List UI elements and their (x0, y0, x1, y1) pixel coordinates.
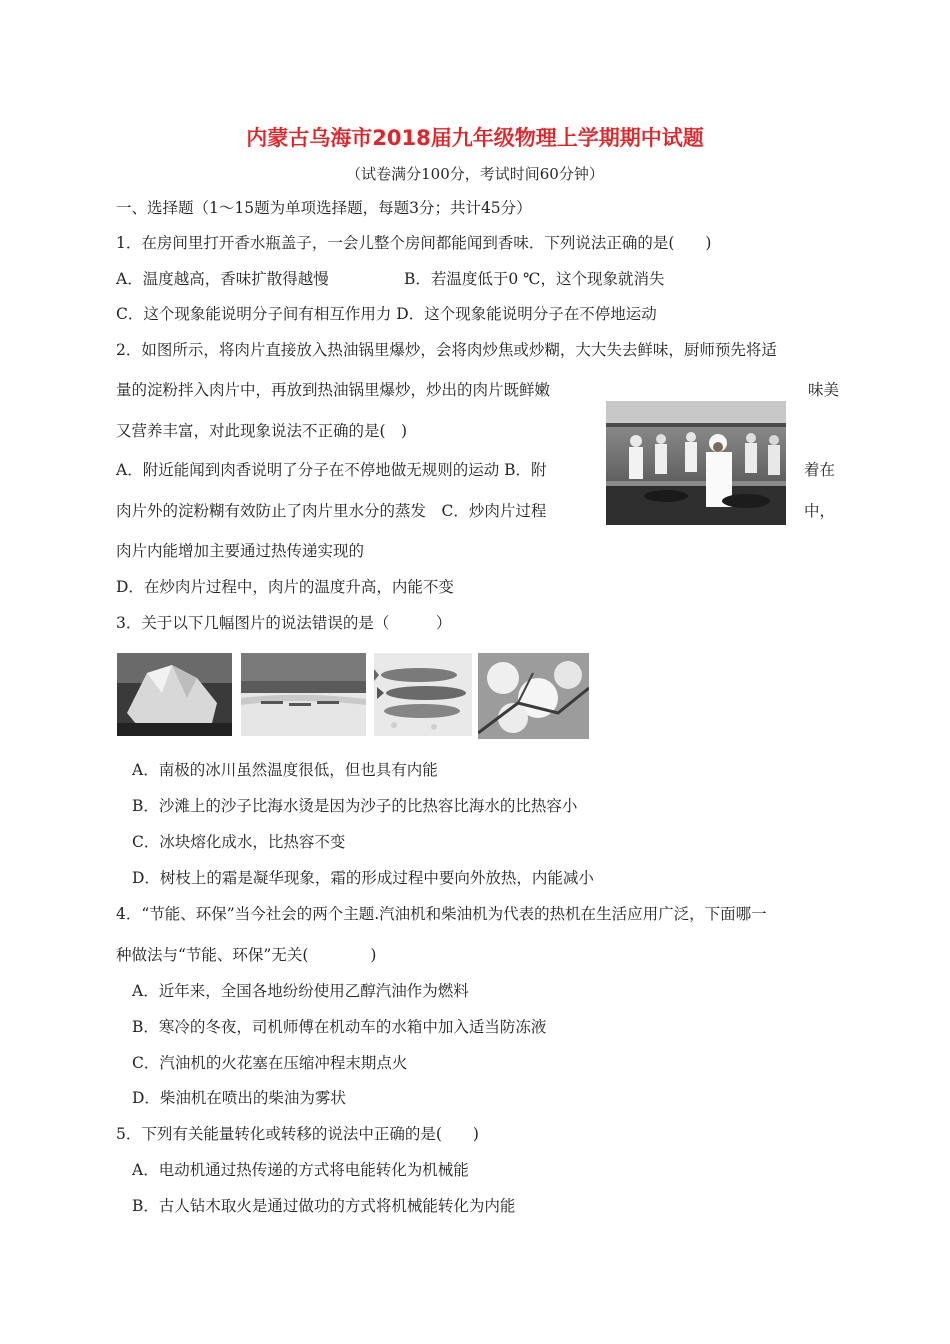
q2-line-5-right: 中， (804, 502, 836, 520)
glacier-photo (117, 653, 232, 736)
q4-line-1: 4．“节能、环保”当今社会的两个主题.汽油机和柴油机为代表的热机在生活应用广泛，下面哪一 (116, 905, 767, 923)
q4-line-2: 种做法与“节能、环保”无关( ) (116, 946, 377, 964)
q2-line-6: 肉片内能增加主要通过热传递实现的 (116, 542, 365, 560)
q4-option-c: C．汽油机的火花塞在压缩冲程末期点火 (132, 1054, 408, 1072)
q4-option-d: D．柴油机在喷出的柴油为雾状 (132, 1089, 346, 1107)
fish-on-ice-photo (374, 653, 472, 736)
q4-option-b: B．寒冷的冬夜，司机师傅在机动车的水箱中加入适当防冻液 (132, 1018, 547, 1036)
q5-option-b: B．古人钻木取火是通过做功的方式将机械能转化为内能 (132, 1197, 516, 1215)
q3-option-a: A．南极的冰川虽然温度很低，但也具有内能 (132, 761, 438, 779)
q3-option-c: C．冰块熔化成水，比热容不变 (132, 833, 346, 851)
exam-info: （试卷满分100分，考试时间60分钟） (346, 165, 604, 183)
q5-option-a: A．电动机通过热传递的方式将电能转化为机械能 (132, 1161, 469, 1179)
q3-option-d: D．树枝上的霜是凝华现象，霜的形成过程中要向外放热，内能减小 (132, 869, 594, 887)
beach-photo (241, 653, 366, 736)
q2-line-3: 又营养丰富，对此现象说法不正确的是( ) (116, 422, 408, 440)
q2-line-7: D．在炒肉片过程中，肉片的温度升高，内能不变 (116, 578, 454, 596)
q1-option-a: A．温度越高，香味扩散得越慢 (116, 270, 329, 288)
q2-line-4: A．附近能闻到肉香说明了分子在不停地做无规则的运动 B．附 (116, 461, 547, 479)
q4-option-a: A．近年来，全国各地纷纷使用乙醇汽油作为燃料 (132, 982, 469, 1000)
q2-line-4-right: 着在 (804, 461, 836, 479)
q2-line-2: 量的淀粉拌入肉片中，再放到热油锅里爆炒，炒出的肉片既鲜嫩 (116, 381, 551, 399)
q3-stem: 3．关于以下几幅图片的说法错误的是（ ） (116, 614, 452, 632)
page-title: 内蒙古乌海市2018届九年级物理上学期期中试题 (246, 126, 704, 150)
q1-option-b: B．若温度低于0 ℃，这个现象就消失 (404, 270, 665, 288)
q3-option-b: B．沙滩上的沙子比海水烫是因为沙子的比热容比海水的比热容小 (132, 797, 578, 815)
kitchen-chefs-photo (606, 401, 786, 525)
q5-stem: 5．下列有关能量转化或转移的说法中正确的是( ) (116, 1125, 479, 1143)
q2-line-2-right: 味美 (808, 381, 840, 399)
frost-on-branch-photo (478, 653, 589, 739)
q2-line-5: 肉片外的淀粉糊有效防止了肉片里水分的蒸发 C．炒肉片过程 (116, 502, 547, 520)
q1-stem: 1．在房间里打开香水瓶盖子，一会儿整个房间都能闻到香味．下列说法正确的是( ) (116, 234, 712, 252)
q2-line-1: 2．如图所示，将肉片直接放入热油锅里爆炒，会将肉炒焦或炒糊，大大失去鲜味，厨师预先将适 (116, 341, 777, 359)
section-heading: 一、选择题（1～15题为单项选择题，每题3分；共计45分） (116, 199, 532, 217)
q1-option-cd: C．这个现象能说明分子间有相互作用力 D．这个现象能说明分子在不停地运动 (116, 305, 657, 323)
